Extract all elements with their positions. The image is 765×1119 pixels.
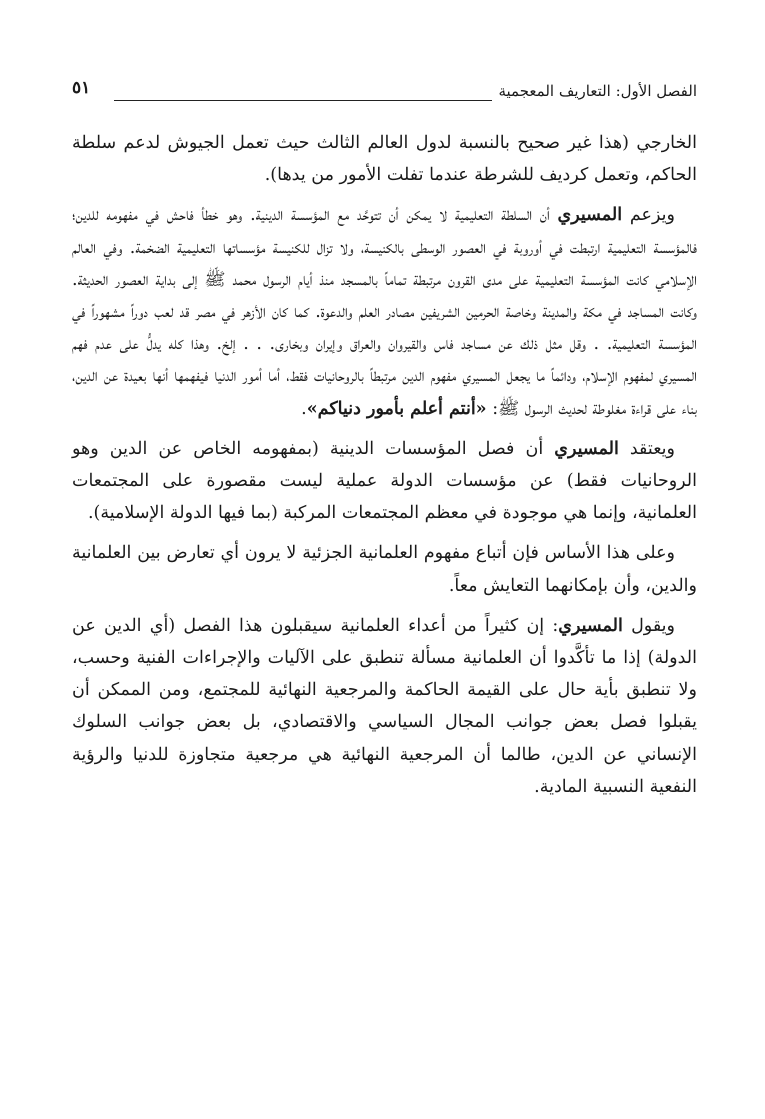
paragraph-text: الخارجي (هذا غير صحيح بالنسبة لدول العالم الثالث حيث تعمل الجيوش لدعم سلطة الحاكم، وتعمل كرديف للشرطة عندما تفلت الأمور من يدها).	[72, 133, 697, 186]
chapter-title: الفصل الأول: التعاريف المعجمية	[498, 82, 697, 100]
paragraph-5	[72, 610, 697, 803]
paragraph-3	[72, 433, 697, 530]
paragraph-text: : إن كثيراً من أعداء العلمانية سيقبلون هذا الفصل (أي الدين عن الدولة) إذا ما تأكَّدوا أن العلمانية مسألة تنطبق على الآليات والإجراءات الفنية وحسب، ولا تنطبق بأية حال على القيمة الحاكمة والمرجعية النهائية للمجتمع، ومن الممكن أن يقبلوا فصل بعض جوانب المجال السياسي والاقتصادي، بل بعض جوانب السلوك الإنساني عن الدين، طالما أن المرجعية النهائية هي مرجعية متجاوزة للدنيا والرؤية النفعية النسبية المادية.	[72, 615, 697, 797]
paragraph-1	[72, 127, 697, 191]
paragraph-text: أن السلطة التعليمية لا يمكن أن تتوحَّد مع المؤسسة الدينية. وهو خطأ فاحش في مفهومه للدين؛ فالمؤسسة التعليمية ارتبطت في أوروبة في العصور الوسطى بالكنيسة، ولا تزال للكنيسة مؤسساتها التعليمية الضخمة. وفي العالم الإسلامي كانت المؤسسة التعليمية على مدى القرون مرتبطة تماماً بالمسجد منذ أيام الرسول محمد ﷺ إلى بداية العصور الحديثة. وكانت المساجد في مكة والمدينة وخاصة الحرمين الشريفين مصادر العلم والدعوة. كما كان الأزهر في مصر قد لعب دوراً مشهوراً في المؤسسة التعليمية. . وقل مثل ذلك عن مساجد فاس والقيروان والعراق وإيران وبخارى. . . إلخ. وهذا كله يدلُّ على عدم فهم المسيري لمفهوم الإسلام، ودائماً ما يجعل المسيري مفهوم الدين مرتبطاً بالروحانيات فقط، أما أمور الدنيا فيفهمها أنها بعيدة عن الدين، بناء على قراءة مغلوطة لحديث الرسول ﷺ:	[72, 205, 697, 419]
author-name: المسيري	[558, 615, 623, 636]
paragraph-lead: ويقول	[631, 615, 675, 636]
hadith-quote: «أنتم أعلم بأمور دنياكم»	[306, 398, 487, 419]
author-name: المسيري	[554, 438, 619, 459]
paragraph-text: وعلى هذا الأساس فإن أتباع مفهوم العلمانية الجزئية لا يرون أي تعارض بين العلمانية والدين، وأن بإمكانهما التعايش معاً.	[72, 543, 697, 596]
paragraph-tail: .	[301, 398, 307, 419]
author-name: المسيري	[557, 205, 623, 226]
paragraph-4	[72, 537, 697, 601]
paragraph-text: أن فصل المؤسسات الدينية (بمفهومه الخاص عن الدين وهو الروحانيات فقط) عن مؤسسات الدولة عملية ليست مقصورة على المجتمعات العلمانية، وإنما هي موجودة في معظم المجتمعات المركبة (بما فيها الدولة الإسلامية).	[72, 438, 697, 524]
paragraph-lead: ويعتقد	[629, 438, 675, 459]
paragraph-2	[72, 199, 697, 424]
body-text	[72, 127, 697, 811]
paragraph-lead: ويزعم	[629, 205, 675, 226]
header-rule	[114, 100, 492, 101]
running-header	[72, 78, 697, 108]
page-number: ٥١	[72, 78, 91, 98]
